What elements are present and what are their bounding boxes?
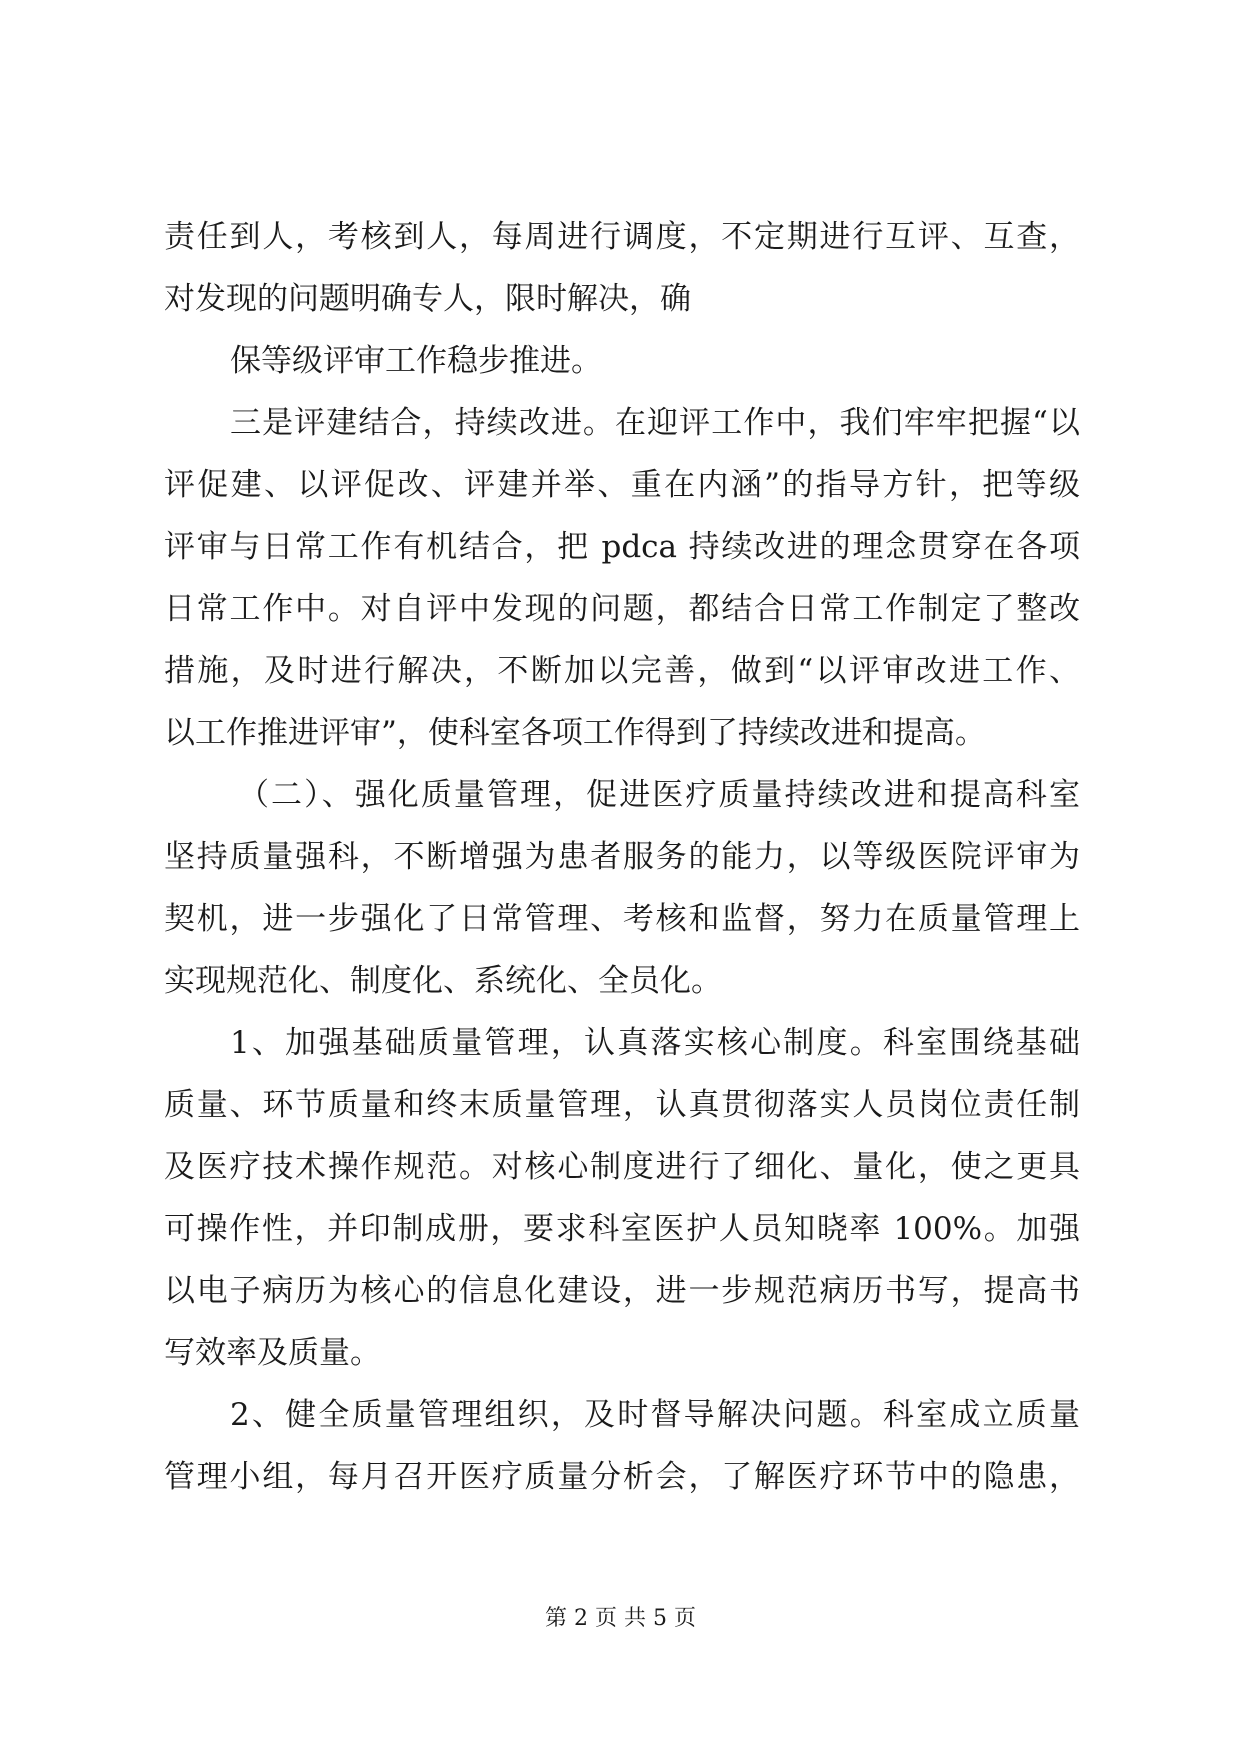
text-line: 责任到人，考核到人，每周进行调度，不定期进行互评、互查，: [164, 219, 1080, 255]
text-line: 质量、环节质量和终末质量管理，认真贯彻落实人员岗位责任制: [164, 1087, 1080, 1123]
text-line: 评促建、以评促改、评建并举、重在内涵”的指导方针，把等级: [164, 467, 1080, 503]
text-line: 坚持质量强科，不断增强为患者服务的能力，以等级医院评审为: [164, 839, 1080, 875]
text-line: 对发现的问题明确专人，限时解决，确: [164, 281, 691, 317]
text-line: （二）、强化质量管理，促进医疗质量持续改进和提高科室: [238, 777, 1080, 813]
page-footer: 第 2 页 共 5 页: [545, 1606, 696, 1631]
text-line: 三是评建结合，持续改进。在迎评工作中，我们牢牢把握“以: [230, 405, 1080, 441]
text-line: 日常工作中。对自评中发现的问题，都结合日常工作制定了整改: [164, 591, 1080, 627]
document-body: [164, 206, 1080, 1508]
text-line: 管理小组，每月召开医疗质量分析会，了解医疗环节中的隐患，: [164, 1459, 1080, 1495]
text-line: 契机，进一步强化了日常管理、考核和监督，努力在质量管理上: [164, 901, 1080, 937]
text-line: 可操作性，并印制成册，要求科室医护人员知晓率 100%。加强: [164, 1211, 1080, 1247]
text-line: 实现规范化、制度化、系统化、全员化。: [164, 963, 722, 999]
text-line: 保等级评审工作稳步推进。: [230, 343, 602, 379]
text-line: 措施，及时进行解决，不断加以完善，做到“以评审改进工作、: [164, 653, 1080, 689]
text-line: 评审与日常工作有机结合，把 pdca 持续改进的理念贯穿在各项: [164, 529, 1080, 565]
text-line: 2、健全质量管理组织，及时督导解决问题。科室成立质量: [230, 1397, 1080, 1433]
text-line: 以电子病历为核心的信息化建设，进一步规范病历书写，提高书: [164, 1273, 1080, 1309]
text-line: 及医疗技术操作规范。对核心制度进行了细化、量化，使之更具: [164, 1149, 1080, 1185]
text-line: 以工作推进评审”，使科室各项工作得到了持续改进和提高。: [164, 715, 986, 751]
text-line: 写效率及质量。: [164, 1335, 381, 1371]
text-line: 1、加强基础质量管理，认真落实核心制度。科室围绕基础: [230, 1025, 1080, 1061]
